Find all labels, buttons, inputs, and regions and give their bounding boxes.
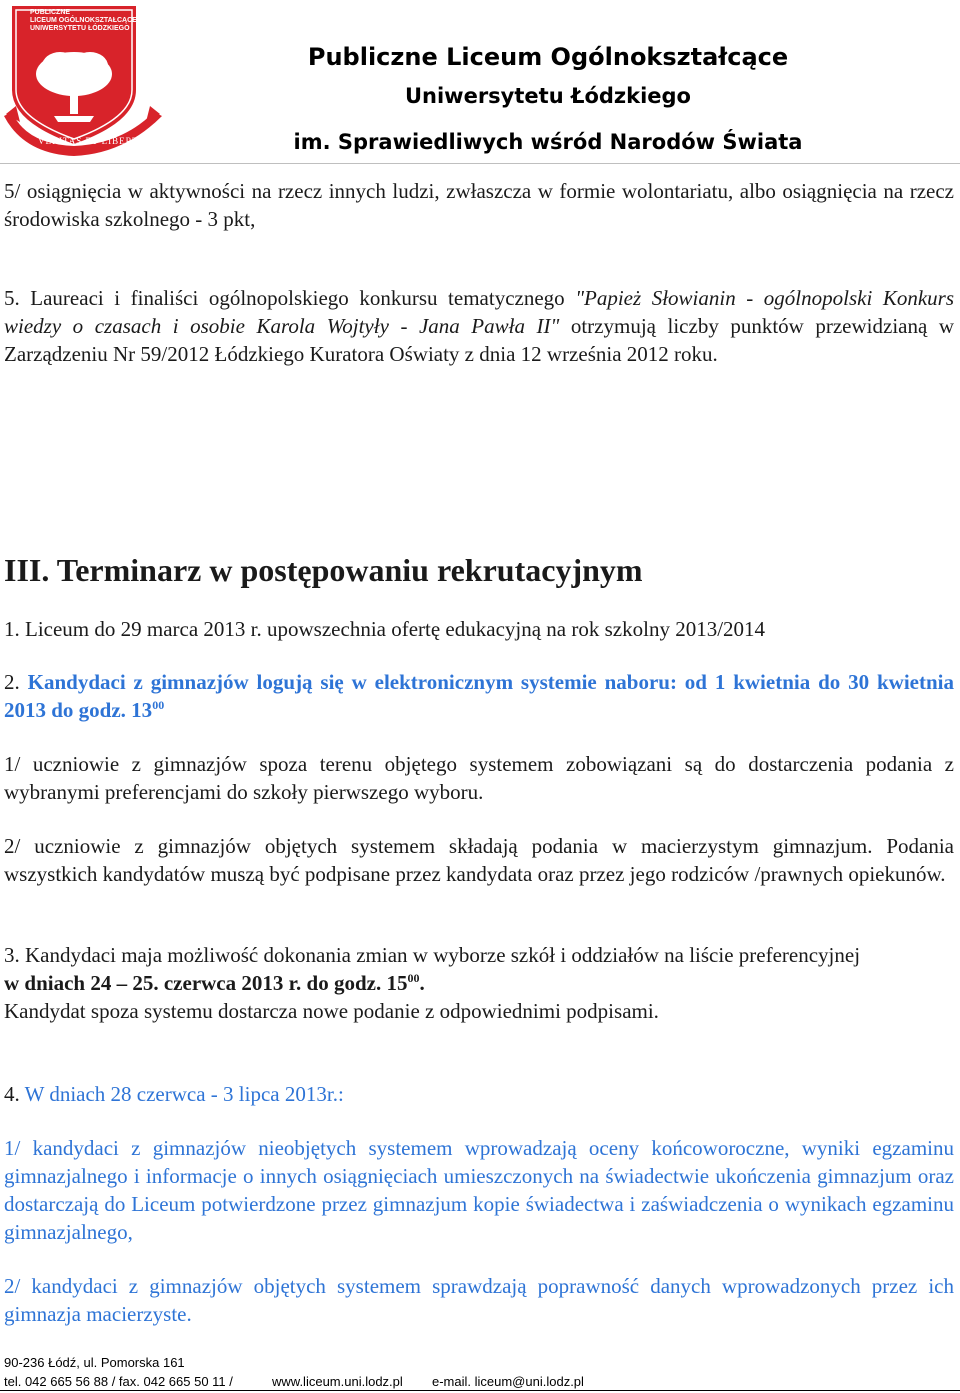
paragraph-volunteering: 5/ osiągnięcia w aktywności na rzecz innych ludzi, zwłaszcza w formie wolontariatu, albo osiągnięcia na rzecz środowiska szkolnego - 3 pkt, <box>4 179 954 231</box>
laureates-text-a: 5. Laureaci i finaliści ogólnopolskiego konkursu tematycznego <box>4 286 576 310</box>
item-3-deadline-text: w dniach 24 – 25. czerwca 2013 r. do godz. 15 <box>4 971 408 995</box>
item-2-number: 2. <box>4 670 20 694</box>
logo-text-line-2: LICEUM OGÓLNOKSZTAŁCĄCE <box>30 17 137 24</box>
schedule-item-2 <box>4 668 954 724</box>
header-title-line-2: Uniwersytetu Łódzkiego <box>404 84 691 108</box>
footer-website-link[interactable]: www.liceum.uni.lodz.pl <box>272 1374 403 1389</box>
item-3-deadline <box>4 969 954 997</box>
school-logo <box>4 4 164 162</box>
schedule-item-4 <box>4 1080 954 1108</box>
item-4-subpoint-1: 1/ kandydaci z gimnazjów nieobjętych systemem wprowadzają oceny końcoworoczne, wyniki egzaminu gimnazjalnego i informacje o innych osiągnięciach umieszczonych na świadectwie ukończenia gimnazjum oraz dostarczają do Liceum potwierdzone przez gimnazjum kopie świadectwa i zaświadczenia o wynikach egzaminu gimnazjalnego, <box>4 1136 954 1244</box>
header-divider <box>0 163 960 164</box>
footer-address: 90-236 Łódź, ul. Pomorska 161 <box>4 1355 185 1370</box>
footer-email-link[interactable]: e-mail. liceum@uni.lodz.pl <box>432 1374 584 1389</box>
item-3-dot: . <box>419 971 425 995</box>
item-4-number: 4. <box>4 1082 20 1106</box>
header-title-line-1: Publiczne Liceum Ogólnokształcące <box>307 43 789 71</box>
item-2-subpoint-2: 2/ uczniowie z gimnazjów objętych systemem składają podania w macierzystym gimnazjum. Podania wszystkich kandydatów muszą być podpisane przez kandydata oraz przez jego rodziców /prawnych opiekunów. <box>4 834 954 886</box>
item-3-note: Kandydat spoza systemu dostarcza nowe podanie z odpowiednimi podpisami. <box>4 999 659 1023</box>
logo-motto: VERITAS ET LIBERTAS <box>38 136 152 146</box>
schedule-item-1: 1. Liceum do 29 marca 2013 r. upowszechnia ofertę edukacyjną na rok szkolny 2013/2014 <box>4 617 766 641</box>
item-2-superscript: 00 <box>152 698 165 712</box>
footer-phone: tel. 042 665 56 88 / fax. 042 665 50 11 / <box>4 1374 233 1389</box>
section-title: III. Terminarz w postępowaniu rekrutacyjnym <box>4 552 643 588</box>
item-2-subpoint-1: 1/ uczniowie z gimnazjów spoza terenu objętego systemem zobowiązani są do dostarczenia podania z wybranymi preferencjami do szkoły pierwszego wyboru. <box>4 752 954 804</box>
item-4-text: W dniach 28 czerwca - 3 lipca 2013r.: <box>24 1082 344 1106</box>
item-2-text: Kandydaci z gimnazjów logują się w elektronicznym systemie naboru: od 1 kwietnia do 30 kwietnia 2013 do godz. 13 <box>4 670 954 722</box>
laureates-text-b: otrzymują liczby punktów przewidzianą w Zarządzeniu Nr 59/2012 Łódzkiego Kuratora Oświaty z dnia 12 września 2012 roku. <box>4 314 954 366</box>
logo-text-line-3: UNIWERSYTETU ŁÓDZKIEGO <box>30 25 130 32</box>
laureates-contest-name: "Papież Słowianin - ogólnopolski Konkurs wiedzy o czasach i osobie Karola Wojtyły - Jana Pawła II" <box>4 286 954 338</box>
footer-divider <box>0 1390 960 1391</box>
schedule-item-3 <box>4 941 954 1025</box>
logo-text-line-1: PUBLICZNE <box>30 9 71 16</box>
item-3-superscript: 00 <box>407 971 420 985</box>
item-3-text: 3. Kandydaci maja możliwość dokonania zmian w wyborze szkół i oddziałów na liście preferencyjnej <box>4 943 861 967</box>
item-4-subpoint-2: 2/ kandydaci z gimnazjów objętych systemem sprawdzają poprawność danych wprowadzonych przez ich gimnazja macierzyste. <box>4 1274 954 1326</box>
paragraph-laureates <box>4 284 954 368</box>
header-title-line-3: im. Sprawiedliwych wśród Narodów Świata <box>293 130 803 154</box>
